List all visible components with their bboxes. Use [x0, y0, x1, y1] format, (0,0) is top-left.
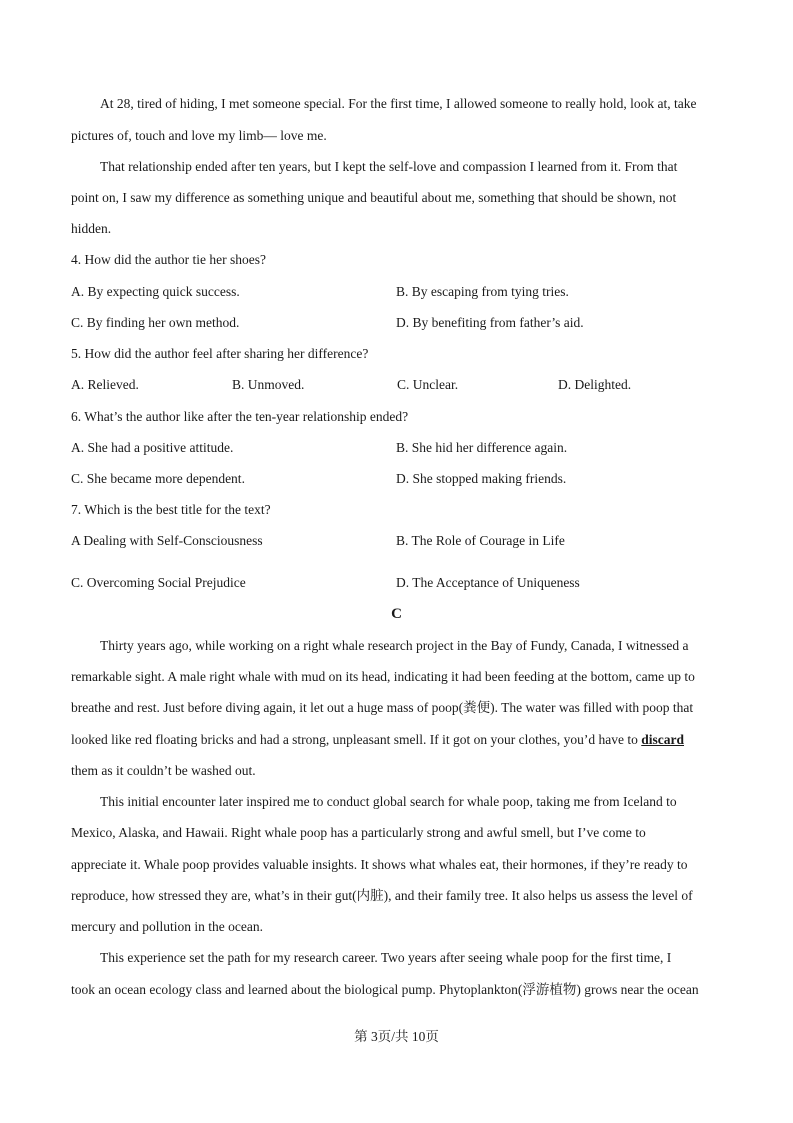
option-d: D. By benefiting from father’s aid. — [396, 315, 584, 330]
option-a: A Dealing with Self-Consciousness — [71, 533, 263, 548]
question-stem: 6. What’s the author like after the ten-year relationship ended? — [71, 409, 409, 424]
paragraph-line: This experience set the path for my research career. Two years after seeing whale poop for the first time, I — [100, 950, 672, 965]
option-b: B. She hid her difference again. — [396, 440, 568, 455]
paragraph-line: At 28, tired of hiding, I met someone special. For the first time, I allowed someone to really hold, look at, take — [100, 96, 697, 111]
option-d: D. Delighted. — [558, 377, 632, 392]
question-stem: 7. Which is the best title for the text? — [71, 502, 271, 517]
option-c: C. She became more dependent. — [71, 471, 245, 486]
option-c: C. By finding her own method. — [71, 315, 240, 330]
paragraph-line: reproduce, how stressed they are, what’s in their gut(内脏), and their family tree. It also helps us assess the level of — [71, 888, 693, 903]
question-stem: 4. How did the author tie her shoes? — [71, 252, 266, 267]
paragraph-line: Mexico, Alaska, and Hawaii. Right whale poop has a particularly strong and awful smell, but I’ve come to — [71, 825, 646, 840]
paragraph-line: pictures of, touch and love my limb— love me. — [71, 128, 327, 143]
paragraph-line — [71, 732, 684, 748]
paragraph-line: This initial encounter later inspired me to conduct global search for whale poop, taking me from Iceland to — [100, 794, 677, 809]
option-d: D. She stopped making friends. — [396, 471, 567, 486]
paragraph-line: point on, I saw my difference as something unique and beautiful about me, something that should be shown, not — [71, 190, 677, 205]
page-footer: 第 3页/共 10页 — [354, 1029, 439, 1044]
option-c: C. Overcoming Social Prejudice — [71, 575, 246, 590]
vocabulary-word-discard: discard — [641, 732, 685, 747]
option-d: D. The Acceptance of Uniqueness — [396, 575, 580, 590]
paragraph-line: hidden. — [71, 221, 112, 236]
paragraph-line: remarkable sight. A male right whale with mud on its head, indicating it had been feeding at the bottom, came up to — [71, 669, 695, 684]
paragraph-line: appreciate it. Whale poop provides valuable insights. It shows what whales eat, their hormones, if they’re ready to — [71, 857, 688, 872]
option-a: A. By expecting quick success. — [71, 284, 240, 299]
paragraph-text: looked like red floating bricks and had a strong, unpleasant smell. If it got on your clothes, you’d have to — [71, 732, 642, 747]
option-b: B. By escaping from tying tries. — [396, 284, 569, 299]
paragraph-line: them as it couldn’t be washed out. — [71, 763, 256, 778]
question-stem: 5. How did the author feel after sharing her difference? — [71, 346, 369, 361]
option-b: B. The Role of Courage in Life — [396, 533, 565, 548]
option-b: B. Unmoved. — [232, 377, 305, 392]
option-c: C. Unclear. — [397, 377, 459, 392]
option-a: A. Relieved. — [71, 377, 139, 392]
paragraph-line: That relationship ended after ten years, but I kept the self-love and compassion I learned from it. From that — [100, 159, 678, 174]
paragraph-line: took an ocean ecology class and learned about the biological pump. Phytoplankton(浮游植物) grows near the ocean — [71, 982, 699, 997]
section-title: C — [391, 606, 402, 622]
option-a: A. She had a positive attitude. — [71, 440, 234, 455]
paragraph-line: Thirty years ago, while working on a right whale research project in the Bay of Fundy, Canada, I witnessed a — [100, 638, 689, 653]
paragraph-line: breathe and rest. Just before diving again, it let out a huge mass of poop(粪便). The water was filled with poop that — [71, 700, 694, 715]
paragraph-line: mercury and pollution in the ocean. — [71, 919, 263, 934]
